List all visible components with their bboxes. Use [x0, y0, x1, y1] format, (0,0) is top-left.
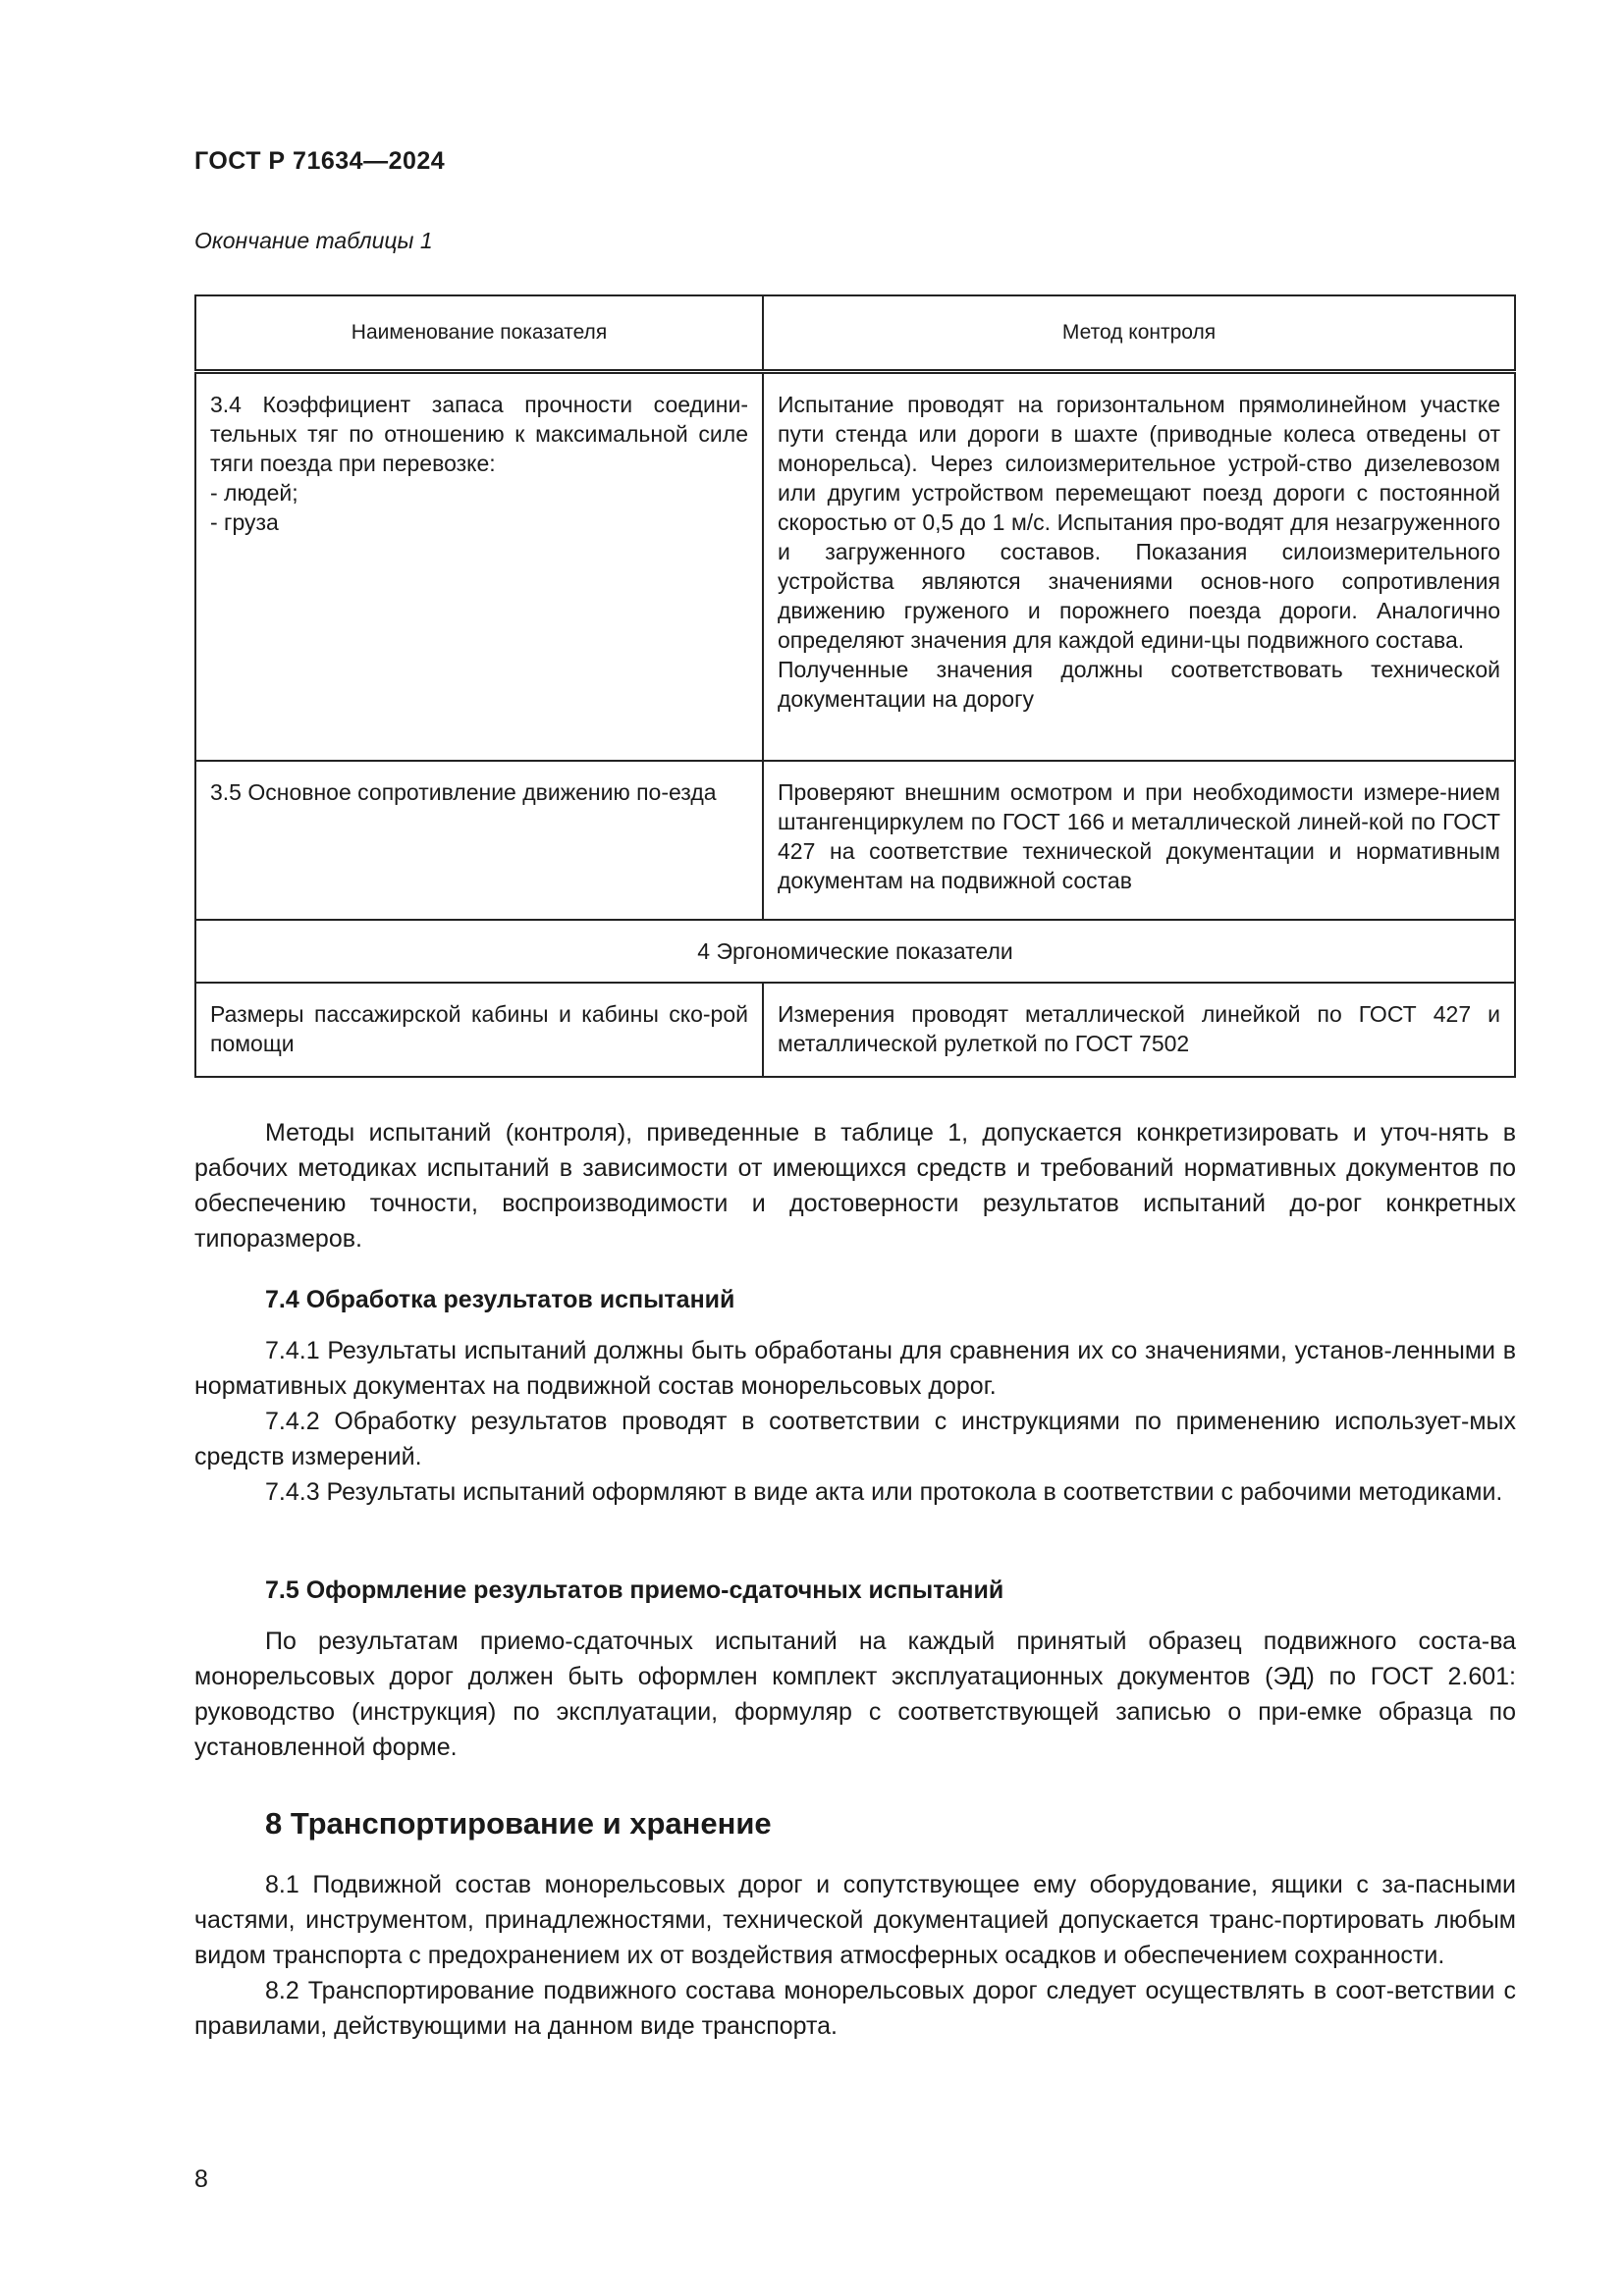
- column-header-method: Метод контроля: [763, 295, 1515, 372]
- group-heading-cell: 4 Эргономические показатели: [195, 920, 1515, 983]
- table-header-row: [195, 295, 1515, 372]
- column-header-indicator: Наименование показателя: [195, 295, 763, 372]
- section-7-5-heading: 7.5 Оформление результатов приемо-сдаточных испытаний: [265, 1576, 1004, 1604]
- table-row: [195, 372, 1515, 761]
- section-8-heading: 8 Транспортирование и хранение: [265, 1806, 772, 1841]
- method-text: Проверяют внешним осмотром и при необходимости измере-нием штангенциркулем по ГОСТ 166 и металлической линей-кой по ГОСТ 427 на соответствие технической документации и нормативным документам на подвижной состав: [778, 778, 1500, 893]
- section-8-body: [194, 1867, 1516, 2044]
- table-caption: Окончание таблицы 1: [194, 228, 433, 253]
- indicator-cell: [195, 372, 763, 761]
- indicator-line: - груза: [210, 509, 279, 535]
- page-number: 8: [194, 2165, 208, 2193]
- paragraph: 8.2 Транспортирование подвижного состава монорельсовых дорог следует осуществлять в соот-ветствии с правилами, действующими на данном виде транспорта.: [194, 1977, 1516, 2040]
- table-row: [195, 761, 1515, 920]
- indicator-line: - людей;: [210, 480, 298, 506]
- indicator-cell: Размеры пассажирской кабины и кабины ско-рой помощи: [195, 983, 763, 1077]
- paragraph: 7.4.2 Обработку результатов проводят в соответствии с инструкциями по применению использует-мых средств измерений.: [194, 1408, 1516, 1470]
- method-text-extra: Полученные значения должны соответствовать технической документации на дорогу: [778, 657, 1500, 712]
- section-7-4-heading: 7.4 Обработка результатов испытаний: [265, 1286, 735, 1313]
- section-7-5-body: [194, 1624, 1516, 1765]
- paragraph: Методы испытаний (контроля), приведенные в таблице 1, допускается конкретизировать и уточ-нять в рабочих методиках испытаний в зависимости от имеющихся средств и требований нормативных документов по обеспечению точности, воспроизводимости и достоверности результатов испытаний до-рог конкретных типоразмеров.: [194, 1119, 1516, 1253]
- after-table-paragraph-block: [194, 1115, 1516, 1256]
- method-text: Испытание проводят на горизонтальном прямолинейном участке пути стенда или дороги в шахте (приводные колеса отведены от монорельса). Через силоизмерительное устрой-ство дизелевозом или другим устройством перемещают поезд дороги с постоянной скоростью от 0,5 до 1 м/с. Испытания про-водят для незагруженного и загруженного составов. Показания силоизмерительного устройства являются значениями основ-ного сопротивления движению груженого и порожнего поезда дороги. Аналогично определяют значения для каждой едини-цы подвижного состава.: [778, 392, 1500, 653]
- method-cell: [763, 372, 1515, 761]
- indicator-line: 3.5 Основное сопротивление движению по-езда: [210, 778, 717, 805]
- method-cell: Измерения проводят металлической линейкой по ГОСТ 427 и металлической рулеткой по ГОСТ 7502: [763, 983, 1515, 1077]
- table-row: [195, 983, 1515, 1077]
- indicator-table: [194, 294, 1516, 1078]
- indicator-line: 3.4 Коэффициент запаса прочности соедини-тельных тяг по отношению к максимальной силе тяги поезда при перевозке:: [210, 392, 748, 476]
- paragraph: 7.4.1 Результаты испытаний должны быть обработаны для сравнения их со значениями, установ-ленными в нормативных документах на подвижной состав монорельсовых дорог.: [194, 1337, 1516, 1400]
- paragraph: 7.4.3 Результаты испытаний оформляют в виде акта или протокола в соответствии с рабочими методиками.: [265, 1478, 1503, 1506]
- table-group-row: [195, 920, 1515, 983]
- indicator-cell: [195, 761, 763, 920]
- document-code: ГОСТ Р 71634—2024: [194, 147, 446, 175]
- method-cell: [763, 761, 1515, 920]
- section-7-4-body: [194, 1333, 1516, 1510]
- paragraph: По результатам приемо-сдаточных испытаний на каждый принятый образец подвижного соста-ва монорельсовых дорог должен быть оформлен комплект эксплуатационных документов (ЭД) по ГОСТ 2.601: руководство (инструкция) по эксплуатации, формуляр с соответствующей записью о при-емке образца по установленной форме.: [194, 1628, 1516, 1761]
- paragraph: 8.1 Подвижной состав монорельсовых дорог и сопутствующее ему оборудование, ящики с за-пасными частями, инструментом, принадлежностями, технической документацией допускается транс-портировать любым видом транспорта с предохранением их от воздействия атмосферных осадков и обеспечением сохранности.: [194, 1871, 1516, 1969]
